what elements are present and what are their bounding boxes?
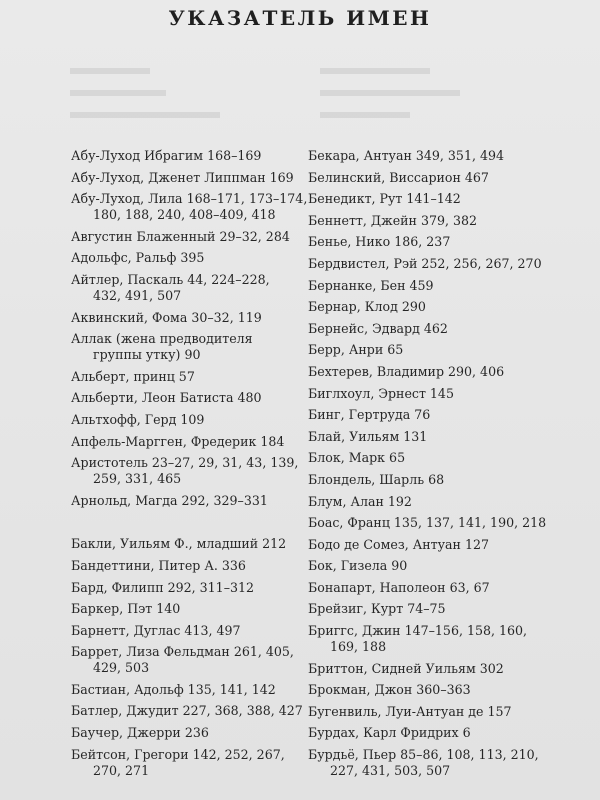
index-entry xyxy=(308,256,578,272)
index-entry xyxy=(71,250,299,266)
index-entry-continuation: 227, 431, 503, 507 xyxy=(330,763,451,779)
index-entry xyxy=(71,493,299,509)
index-entry-text: Айтлер, Паскаль 44, 224–228, xyxy=(71,271,270,287)
index-entry-continuation: 270, 271 xyxy=(93,762,150,778)
index-entry-continuation: группы утку) 90 xyxy=(93,347,201,363)
index-entry-text: Бастиан, Адольф 135, 141, 142 xyxy=(71,681,276,697)
index-entry xyxy=(308,364,578,380)
index-entry-text: Апфель-Маргген, Фредерик 184 xyxy=(71,433,285,449)
index-entry-text: Блок, Марк 65 xyxy=(308,450,406,466)
index-entry xyxy=(308,321,578,337)
index-entry-text: Беннетт, Джейн 379, 382 xyxy=(308,212,478,228)
index-entry-text: Блондель, Шарль 68 xyxy=(308,471,445,487)
index-entry-text: Бенедикт, Рут 141–142 xyxy=(308,191,461,207)
index-entry xyxy=(308,537,578,553)
index-entry-text: Бернанке, Бен 459 xyxy=(308,277,434,293)
index-entry xyxy=(308,601,578,617)
index-entry xyxy=(308,472,578,488)
letter-section-gap xyxy=(71,514,299,536)
index-entry-text: Бугенвиль, Луи-Антуан де 157 xyxy=(308,703,512,719)
index-entry-text: Баррет, Лиза Фельдман 261, 405, xyxy=(71,644,294,660)
index-entry xyxy=(71,229,299,245)
index-entry-text: Бейтсон, Грегори 142, 252, 267, xyxy=(71,746,285,762)
index-entry xyxy=(71,725,299,741)
index-entry xyxy=(71,536,299,552)
index-entry-text: Барнетт, Дуглас 413, 497 xyxy=(71,622,241,638)
index-entry-text: Блай, Уильям 131 xyxy=(308,428,428,444)
index-entry xyxy=(71,310,299,326)
index-entry xyxy=(308,725,578,741)
index-entry-text: Аллак (жена предводителя xyxy=(71,331,253,347)
index-entry-text: Альтхофф, Герд 109 xyxy=(71,411,205,427)
index-entry-text: Бенье, Нико 186, 237 xyxy=(308,234,451,250)
index-entry xyxy=(308,234,578,250)
index-entry-text: Батлер, Джудит 227, 368, 388, 427 xyxy=(71,703,303,719)
index-entry-continuation: 169, 188 xyxy=(330,639,387,655)
index-entry-continuation: 432, 491, 507 xyxy=(93,287,182,303)
index-entry-text: Брейзиг, Курт 74–75 xyxy=(308,601,446,617)
index-column-left xyxy=(71,148,308,784)
index-entry xyxy=(308,213,578,229)
index-entry-text: Бернар, Клод 290 xyxy=(308,299,426,315)
index-entry xyxy=(308,682,578,698)
index-entry-text: Августин Блаженный 29–32, 284 xyxy=(71,228,290,244)
index-entry-text: Бурдах, Карл Фридрих 6 xyxy=(308,725,471,741)
index-entry-text: Адольфс, Ральф 395 xyxy=(71,250,205,266)
index-entry-text: Арнольд, Магда 292, 329–331 xyxy=(71,492,268,508)
index-entry xyxy=(308,386,578,402)
index-entry-continuation: 259, 331, 465 xyxy=(93,471,182,487)
page-title: УКАЗАТЕЛЬ ИМЕН xyxy=(168,6,432,30)
index-entry xyxy=(71,747,299,779)
index-entry xyxy=(71,580,299,596)
index-entry xyxy=(71,148,299,164)
index-entry xyxy=(71,331,299,363)
index-entry-text: Бинг, Гертруда 76 xyxy=(308,407,431,423)
index-entry xyxy=(71,412,299,428)
index-entry xyxy=(71,703,303,719)
index-entry-text: Бердвистел, Рэй 252, 256, 267, 270 xyxy=(308,255,542,271)
index-entry-text: Бурдьё, Пьер 85–86, 108, 113, 210, xyxy=(308,747,539,763)
index-entry-text: Биглхоул, Эрнест 145 xyxy=(308,385,454,401)
index-entry-text: Бриггс, Джин 147–156, 158, 160, xyxy=(308,623,528,639)
index-entry-text: Берр, Анри 65 xyxy=(308,342,404,358)
index-entry xyxy=(71,390,299,406)
index-entry xyxy=(308,747,578,779)
index-entry-continuation: 429, 503 xyxy=(93,660,150,676)
index-entry-text: Аристотель 23–27, 29, 31, 43, 139, xyxy=(71,455,299,471)
index-entry-text: Баркер, Пэт 140 xyxy=(71,601,181,617)
index-entry-text: Бард, Филипп 292, 311–312 xyxy=(71,579,255,595)
index-entry xyxy=(308,623,578,655)
index-entry xyxy=(308,661,578,677)
index-entry-text: Альберти, Леон Батиста 480 xyxy=(71,390,262,406)
index-entry xyxy=(308,580,578,596)
index-entry-text: Альберт, принц 57 xyxy=(71,368,195,384)
index-entry xyxy=(308,278,578,294)
index-entry xyxy=(71,623,299,639)
index-entry xyxy=(308,450,578,466)
index-entry xyxy=(71,369,299,385)
index-entry-text: Аквинский, Фома 30–32, 119 xyxy=(71,309,262,325)
index-entry xyxy=(308,515,578,531)
index-entry-text: Бакли, Уильям Ф., младший 212 xyxy=(71,536,287,552)
index-entry xyxy=(308,558,578,574)
index-entry-text: Бодо де Сомез, Антуан 127 xyxy=(308,536,489,552)
index-entry xyxy=(308,148,578,164)
index-entry xyxy=(71,644,299,676)
index-entry-text: Брокман, Джон 360–363 xyxy=(308,682,471,698)
index-entry xyxy=(308,170,578,186)
index-entry xyxy=(71,455,299,487)
index-entry xyxy=(308,494,578,510)
index-entry-text: Бандеттини, Питер А. 336 xyxy=(71,557,246,573)
index-entry xyxy=(308,191,578,207)
index-entry-text: Абу-Луход, Лила 168–171, 173–174, xyxy=(71,191,308,207)
index-entry-continuation: 180, 188, 240, 408–409, 418 xyxy=(93,207,276,223)
index-entry-text: Блум, Алан 192 xyxy=(308,493,412,509)
index-entry xyxy=(71,434,299,450)
index-entry xyxy=(308,407,578,423)
index-entry-text: Абу-Луход, Дженет Липпман 169 xyxy=(71,169,294,185)
index-entry xyxy=(308,299,578,315)
index-entry xyxy=(308,429,578,445)
index-entry-text: Абу-Луход Ибрагим 168–169 xyxy=(71,148,262,163)
index-entry-text: Бок, Гизела 90 xyxy=(308,558,408,574)
index-entry-text: Бехтерев, Владимир 290, 406 xyxy=(308,363,505,379)
index-entry-text: Бриттон, Сидней Уильям 302 xyxy=(308,660,504,676)
index-entry-text: Белинский, Виссарион 467 xyxy=(308,169,489,185)
index-entry xyxy=(71,191,308,223)
index-entry xyxy=(71,170,299,186)
index-entry-text: Бекара, Антуан 349, 351, 494 xyxy=(308,148,505,163)
index-entry xyxy=(71,558,299,574)
index-column-right xyxy=(308,148,578,785)
index-entry-text: Бонапарт, Наполеон 63, 67 xyxy=(308,579,490,595)
index-entry xyxy=(71,272,299,304)
index-entry xyxy=(71,682,299,698)
index-entry xyxy=(71,601,299,617)
bleed-through-marks xyxy=(60,60,580,140)
index-entry xyxy=(308,342,578,358)
index-entry-text: Бернейс, Эдвард 462 xyxy=(308,320,448,336)
index-entry xyxy=(308,704,578,720)
index-entry-text: Баучер, Джерри 236 xyxy=(71,725,209,741)
index-entry-text: Боас, Франц 135, 137, 141, 190, 218 xyxy=(308,515,547,531)
